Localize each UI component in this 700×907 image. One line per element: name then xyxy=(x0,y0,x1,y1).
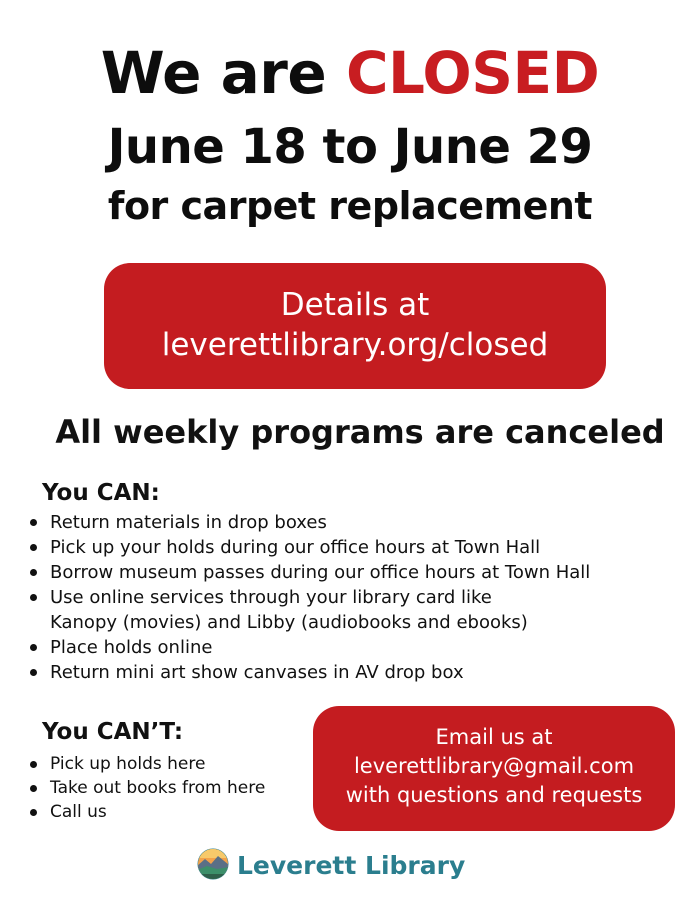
email-callout xyxy=(313,706,675,831)
landscape-circle-icon xyxy=(197,848,229,880)
can-heading: You CAN: xyxy=(42,480,160,506)
list-item: Use online services through your library card like Kanopy (movies) and Libby (audiobooks and ebooks) xyxy=(28,585,590,635)
programs-canceled-notice: All weekly programs are canceled xyxy=(55,413,665,451)
cant-heading: You CAN’T: xyxy=(42,719,184,745)
details-url[interactable]: leverettlibrary.org/closed xyxy=(161,327,549,363)
closed-headline-prefix: We are xyxy=(100,39,327,107)
closed-word: CLOSED xyxy=(345,39,600,107)
list-item: Take out books from here xyxy=(28,776,265,800)
list-item: Pick up holds here xyxy=(28,752,265,776)
list-item: Pick up your holds during our office hours at Town Hall xyxy=(28,535,590,560)
details-callout xyxy=(104,263,606,389)
list-item: Place holds online xyxy=(28,635,590,660)
email-purpose: with questions and requests xyxy=(345,783,643,807)
list-item: Call us xyxy=(28,800,265,824)
closed-headline xyxy=(0,38,700,108)
closure-reason: for carpet replacement xyxy=(107,184,593,228)
can-list xyxy=(28,510,590,685)
email-address[interactable]: leverettlibrary@gmail.com xyxy=(353,754,635,778)
library-name: Leverett Library xyxy=(237,851,466,880)
details-label: Details at xyxy=(280,287,430,323)
list-item: Borrow museum passes during our office hours at Town Hall xyxy=(28,560,590,585)
cant-list xyxy=(28,752,265,824)
list-item: Return mini art show canvases in AV drop box xyxy=(28,660,590,685)
closure-dates: June 18 to June 29 xyxy=(107,119,593,175)
list-item: Return materials in drop boxes xyxy=(28,510,590,535)
email-label: Email us at xyxy=(435,725,553,749)
